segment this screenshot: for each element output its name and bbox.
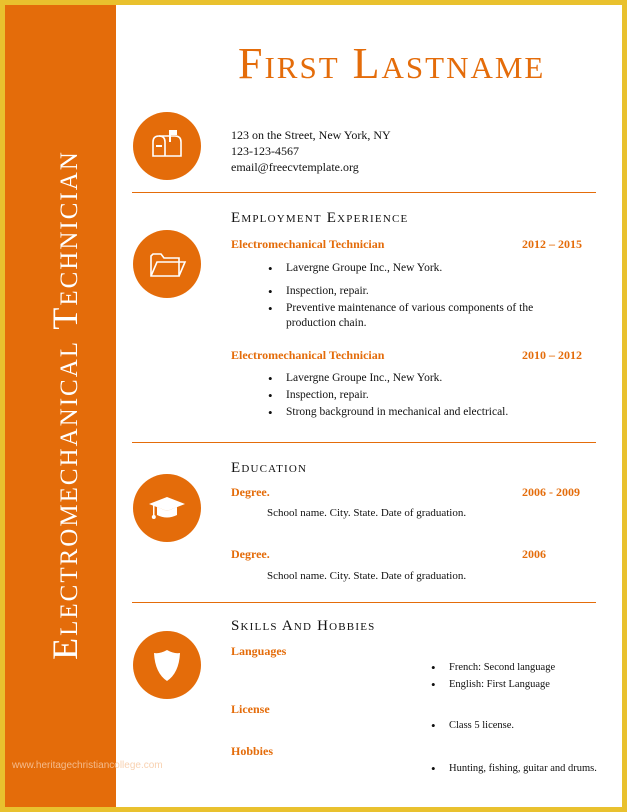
folder-icon xyxy=(147,244,187,284)
contact-email: email@freecvtemplate.org xyxy=(231,160,359,174)
list-item: • Preventive maintenance of various components of the production chain. xyxy=(268,301,556,331)
degree-dates: 2006 xyxy=(522,547,546,561)
list-item: • Lavergne Groupe Inc., New York. xyxy=(268,371,568,386)
sidebar xyxy=(5,5,116,807)
employment-heading: Employment Experience xyxy=(231,210,409,226)
contact-block xyxy=(231,127,391,175)
divider xyxy=(132,442,596,443)
contact-circle xyxy=(133,112,201,180)
skill-list xyxy=(431,718,601,735)
degree-title: Degree. xyxy=(231,547,270,561)
employment-circle xyxy=(133,230,201,298)
degree-dates: 2006 - 2009 xyxy=(522,485,580,499)
list-item: • Class 5 license. xyxy=(431,718,601,733)
watermark: www.heritagechristiancollege.com xyxy=(12,760,163,771)
skill-group-label: Hobbies xyxy=(231,744,274,758)
skills-heading: Skills And Hobbies xyxy=(231,618,376,634)
contact-phone: 123-123-4567 xyxy=(231,144,299,158)
job-bullets xyxy=(268,371,568,422)
divider xyxy=(132,192,596,193)
skills-circle xyxy=(133,631,201,699)
job-title-vertical: Electromechanical Technician xyxy=(45,150,85,660)
skill-list xyxy=(431,660,601,694)
list-item: • Inspection, repair. xyxy=(268,388,568,403)
contact-address: 123 on the Street, New York, NY xyxy=(231,128,391,142)
list-item: • Inspection, repair. xyxy=(268,284,568,299)
skill-group-label: Languages xyxy=(231,644,287,658)
job-bullets xyxy=(268,261,568,333)
divider xyxy=(132,602,596,603)
list-item: • Lavergne Groupe Inc., New York. xyxy=(268,261,568,276)
list-item: • Hunting, fishing, guitar and drums. xyxy=(431,761,611,776)
list-item: • French: Second language xyxy=(431,660,601,675)
mailbox-icon xyxy=(147,126,187,166)
degree-title: Degree. xyxy=(231,485,270,499)
shield-icon xyxy=(147,645,187,685)
job-title: Electromechanical Technician xyxy=(231,348,385,362)
job-dates: 2012 – 2015 xyxy=(522,237,582,251)
list-item: • English: First Language xyxy=(431,677,601,692)
list-item: • Strong background in mechanical and electrical. xyxy=(268,405,568,420)
degree-detail: School name. City. State. Date of graduation. xyxy=(267,570,467,582)
skill-list xyxy=(431,761,611,778)
job-title: Electromechanical Technician xyxy=(231,237,385,251)
candidate-name: First Lastname xyxy=(238,39,546,88)
education-heading: Education xyxy=(231,460,308,476)
education-circle xyxy=(133,474,201,542)
skill-group-label: License xyxy=(231,702,270,716)
job-dates: 2010 – 2012 xyxy=(522,348,582,362)
degree-detail: School name. City. State. Date of graduation. xyxy=(267,507,467,519)
graduation-cap-icon xyxy=(147,488,187,528)
